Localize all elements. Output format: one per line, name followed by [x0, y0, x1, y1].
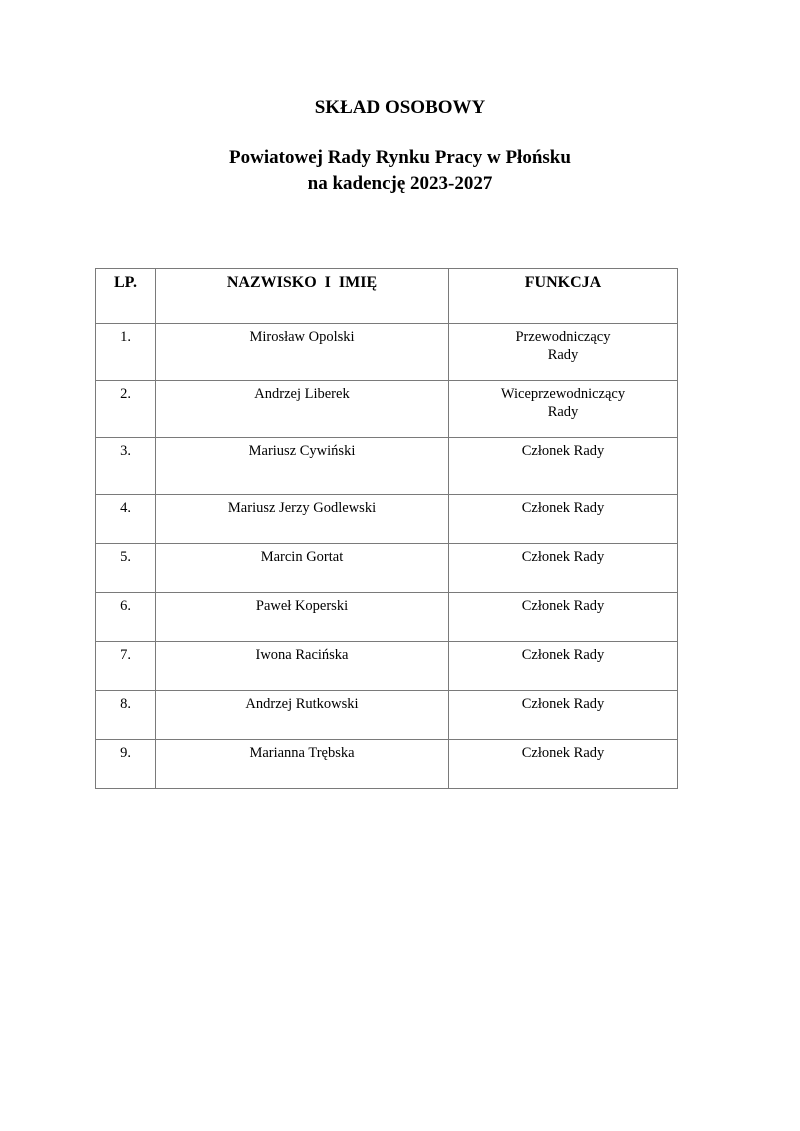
- row-name: Mariusz Jerzy Godlewski: [156, 495, 449, 544]
- header-function: [449, 269, 678, 324]
- row-function-line1: Wiceprzewodniczący: [500, 386, 626, 402]
- header-function-label: FUNKCJA: [524, 274, 602, 291]
- row-function: [449, 324, 678, 381]
- row-function-line1: Przewodniczący: [515, 329, 611, 345]
- row-lp: 6.: [96, 593, 156, 642]
- table-row: [96, 691, 678, 740]
- header-lp: [96, 269, 156, 324]
- table-row: [96, 740, 678, 789]
- document-heading: SKŁAD OSOBOWY: [314, 97, 486, 118]
- row-function-line2: Rady: [547, 347, 579, 363]
- row-function: [449, 642, 678, 691]
- table-row: [96, 438, 678, 495]
- table-row: [96, 642, 678, 691]
- row-function-line2: Rady: [547, 404, 579, 420]
- row-lp: 4.: [96, 495, 156, 544]
- row-name: Mariusz Cywiński: [156, 438, 449, 495]
- row-lp: 2.: [96, 381, 156, 438]
- header-name: [156, 269, 449, 324]
- row-lp: 7.: [96, 642, 156, 691]
- row-function-line1: Członek Rady: [521, 745, 605, 761]
- members-table: [95, 268, 678, 789]
- table-header-row: [96, 269, 678, 324]
- table-row: [96, 495, 678, 544]
- header-name-label: NAZWISKO I IMIĘ: [226, 274, 378, 291]
- row-name: Iwona Racińska: [156, 642, 449, 691]
- row-function-line1: Członek Rady: [521, 647, 605, 663]
- row-function-line1: Członek Rady: [521, 549, 605, 565]
- row-lp: 9.: [96, 740, 156, 789]
- row-function: [449, 691, 678, 740]
- row-function: [449, 544, 678, 593]
- row-function-line1: Członek Rady: [521, 500, 605, 516]
- row-function-line1: Członek Rady: [521, 598, 605, 614]
- row-function: [449, 740, 678, 789]
- row-lp: 1.: [96, 324, 156, 381]
- row-function: [449, 381, 678, 438]
- row-function: [449, 495, 678, 544]
- row-name: Marianna Trębska: [156, 740, 449, 789]
- row-name: Paweł Koperski: [156, 593, 449, 642]
- row-function-line1: Członek Rady: [521, 696, 605, 712]
- document-subtitle-line1: Powiatowej Rady Rynku Pracy w Płońsku: [229, 147, 571, 168]
- row-function: [449, 438, 678, 495]
- row-function-line1: Członek Rady: [521, 443, 605, 459]
- row-name: Andrzej Rutkowski: [156, 691, 449, 740]
- row-name: Marcin Gortat: [156, 544, 449, 593]
- row-lp: 5.: [96, 544, 156, 593]
- row-name: Mirosław Opolski: [156, 324, 449, 381]
- row-lp: 3.: [96, 438, 156, 495]
- row-function: [449, 593, 678, 642]
- table-row: [96, 381, 678, 438]
- table-row: [96, 544, 678, 593]
- document-subtitle-line2: na kadencję 2023-2027: [307, 173, 493, 194]
- header-lp-label: LP.: [114, 274, 137, 291]
- row-name: Andrzej Liberek: [156, 381, 449, 438]
- table-row: [96, 593, 678, 642]
- table-row: [96, 324, 678, 381]
- row-lp: 8.: [96, 691, 156, 740]
